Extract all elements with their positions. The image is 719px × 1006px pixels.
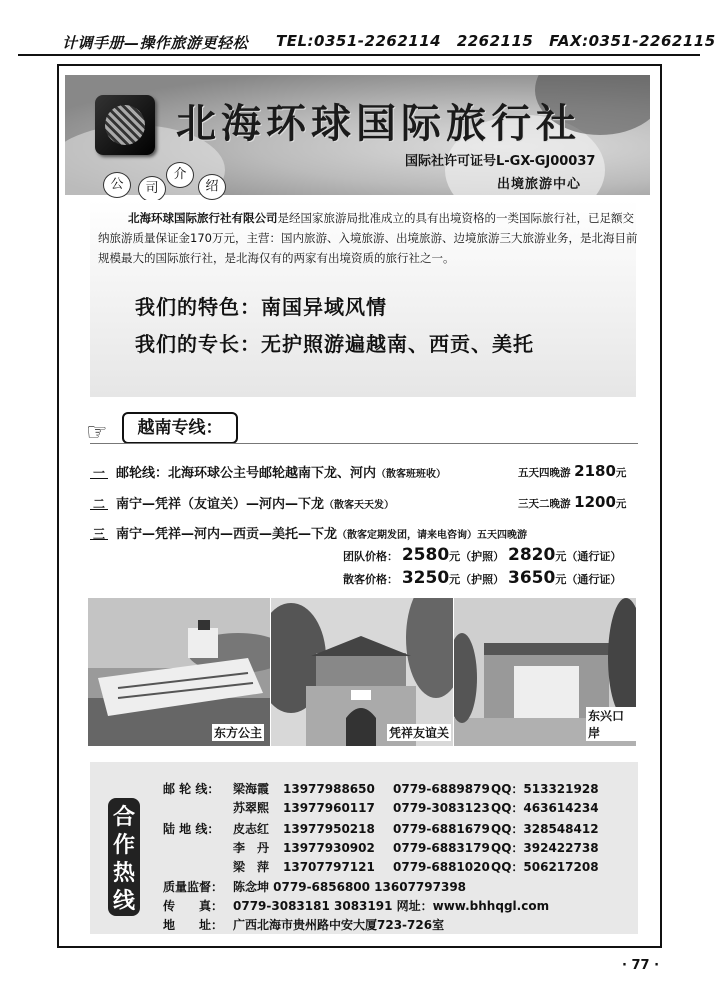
divider [90,443,638,444]
route-item-2 [90,493,394,512]
page-number: · 77 · [622,958,660,973]
contact-phone: 0779-3083123 [393,801,490,815]
photo-caption: 东兴口岸 [586,707,636,741]
intro-bubble: 司 [138,176,166,202]
route-days: 五天四晚游 [477,530,528,541]
contact-label: 邮 轮 线： [163,782,220,796]
header-tel: TEL:0351-2262114 [276,32,442,50]
pointing-hand-icon: ☞ [86,418,108,446]
route-number: 三 [90,525,108,540]
header-tel2: 2262115 [456,32,534,50]
contact-row [163,858,599,875]
photo-dongxing-port [454,598,636,746]
contact-label: 陆 地 线： [163,822,220,836]
route-price: 2180 [574,462,616,480]
contact-row [163,820,599,837]
header-slogan: 计调手册—操作旅游更轻松 [62,34,249,52]
contact-label: 地 址： [163,918,224,932]
contact-qq: QQ：513321928 [491,782,599,796]
page-header [18,30,716,56]
route-note: （散客班班收） [376,469,447,480]
coop-char: 作 [112,832,135,858]
photo-caption: 凭祥友谊关 [389,726,450,740]
route-2-price [518,493,626,511]
feature-specialty: 我们的特色：南国异域风情 [135,295,387,319]
contact-row [163,799,599,816]
pass-price: 3650 [508,568,556,588]
price-unit: 元（通行证） [555,573,622,586]
route-days: 五天四晚游 [518,467,571,479]
group-price-row [343,545,621,565]
route-note: （散客天天发） [324,500,395,511]
contact-name: 苏翠熙 [233,801,270,815]
contact-row [163,780,599,797]
route-number: 二 [90,495,108,510]
quality-row [163,878,466,895]
center-name: 出境旅游中心 [497,177,582,192]
route-note: （散客定期发团，请来电咨询） [337,530,478,541]
contact-row [163,839,599,856]
route-text: 邮轮线：北海环球公主号邮轮越南下龙、河内 [116,466,377,481]
intro-bubble: 介 [166,162,194,188]
contact-label: 质量监督： [163,880,224,894]
contact-phone: 0779-6889879 [393,782,490,796]
contact-mobile: 13977930902 [283,841,375,855]
price-label: 团队价格： [343,550,398,563]
quality-value: 陈念坤 0779-6856800 13607797398 [233,880,467,894]
photo-cruise-ship [88,598,270,746]
coop-char: 合 [112,804,135,830]
contact-phone: 0779-6881679 [393,822,490,836]
route-item-3 [90,523,527,542]
route-days: 三天二晚游 [518,498,571,510]
intro-bubble: 公 [103,172,131,198]
contact-mobile: 13977960117 [283,801,375,815]
cooperation-hotline-label [108,798,140,916]
fax-value: 0779-3083181 3083191 网址：www.bhhqgl.com [233,899,550,913]
contact-name: 皮志红 [233,822,270,836]
contact-mobile: 13977988650 [283,782,375,796]
photo-friendship-pass [271,598,453,746]
address-value: 广西北海市贵州路中安大厦723-726室 [233,918,445,932]
price-unit: 元（护照） [449,550,505,563]
contact-qq: QQ：506217208 [491,860,599,874]
header-contact [276,32,719,50]
passport-price: 2580 [401,545,450,565]
price-unit: 元（护照） [449,573,505,586]
route-item-1 [90,462,446,481]
single-price-row [343,568,621,588]
header-fax: FAX:0351-2262115 [549,32,716,50]
intro-company-name: 北海环球国际旅行社有限公司 [128,211,278,225]
contact-name: 梁 萍 [233,860,270,874]
passport-price: 3250 [401,568,450,588]
coop-char: 热 [112,860,135,886]
intro-body: 是经国家旅游局批准成立的具有出境资格的一类国际旅行社，已足额交纳旅游质量保证金170万元，主营：国内旅游、入境旅游、出境旅游、边境旅游三大旅游业务，是北海目前规模最大的国际旅行社，是北海仅有的两家有出境资质的旅行社之一。 [98,211,638,265]
feature-expertise: 我们的专长：无护照游遍越南、西贡、美托 [135,332,534,356]
contact-name: 梁海霞 [233,782,270,796]
license-number: 国际社许可证号L-GX-GJ00037 [405,154,596,169]
route-text: 南宁—凭祥—河内—西贡—美托—下龙 [116,527,338,542]
price-label: 散客价格： [343,573,398,586]
price-unit: 元（通行证） [555,550,622,563]
contact-phone: 0779-6881020 [393,860,490,874]
route-price: 1200 [574,493,616,511]
route-section-title: 越南专线： [122,412,238,444]
intro-bubble: 绍 [198,174,226,200]
company-logo-icon [95,95,155,155]
contact-label: 传 真： [163,899,224,913]
route-1-price [518,462,626,480]
price-unit: 元 [615,498,627,510]
contact-qq: QQ：392422738 [491,841,599,855]
contact-mobile: 13977950218 [283,822,375,836]
company-title: 北海环球国际旅行社 [176,100,581,147]
route-number: 一 [90,464,108,479]
coop-char: 线 [112,888,135,914]
photo-caption: 东方公主 [214,726,263,740]
price-unit: 元 [615,467,627,479]
intro-paragraph [98,208,638,268]
contact-qq: QQ：463614234 [491,801,599,815]
contact-name: 李 丹 [233,841,270,855]
pass-price: 2820 [508,545,556,565]
fax-row [163,897,549,914]
route-text: 南宁—凭祥（友谊关）—河内—下龙 [116,497,325,512]
contact-qq: QQ：328548412 [491,822,599,836]
contact-mobile: 13707797121 [283,860,375,874]
contact-phone: 0779-6883179 [393,841,490,855]
address-row [163,916,444,933]
